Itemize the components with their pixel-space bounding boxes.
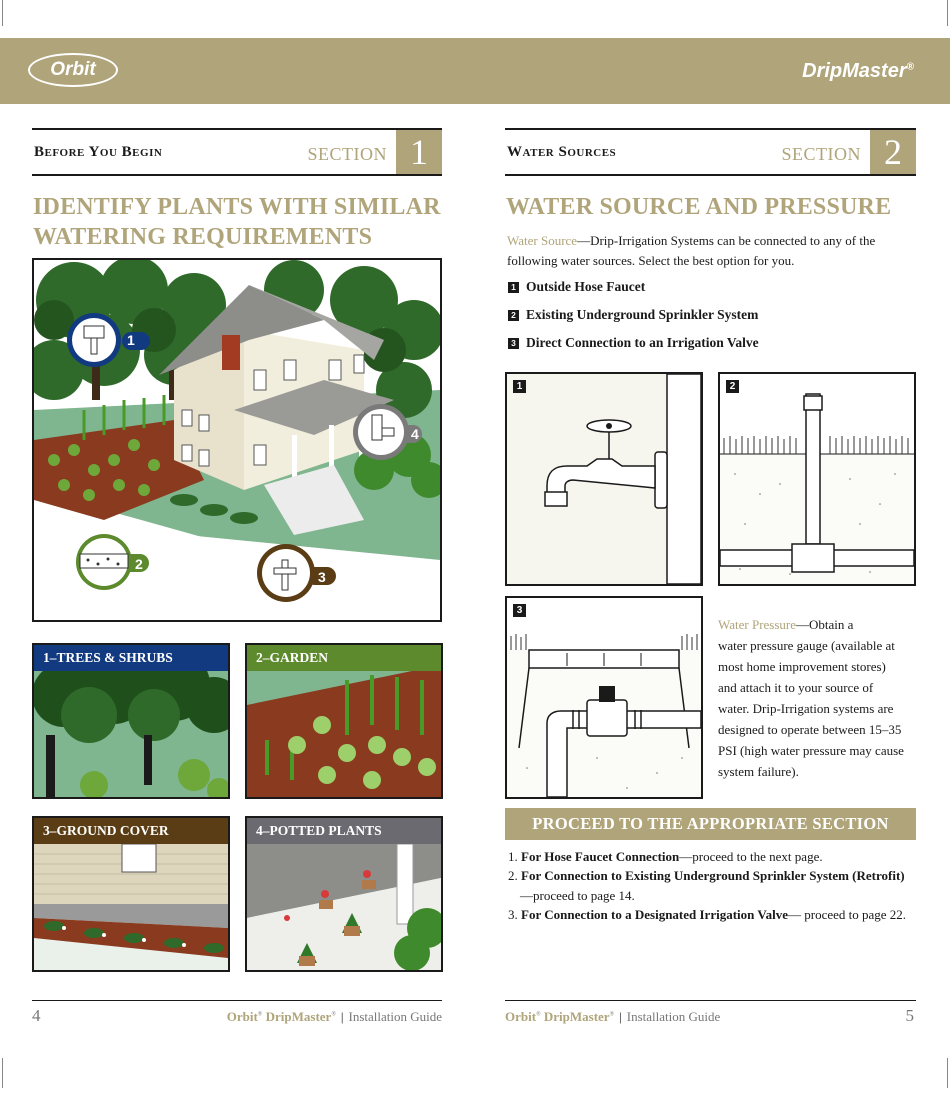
figure-number: 1 [513,380,526,393]
footer-brand: Orbit [226,1009,258,1024]
callout-number: 1 [127,332,135,348]
text-line: PSI (high water pressure may cause [718,743,904,758]
figure-number: 2 [726,380,739,393]
callout-number: 3 [318,569,326,585]
sprinkler-drawing [720,374,914,584]
step-title: For Hose Faucet Connection [521,849,680,864]
option-label: Existing Underground Sprinkler System [526,307,759,322]
footer-reg: ® [257,1011,263,1018]
figure-irrigation-valve [505,596,703,799]
option-item [508,279,645,295]
option-label: Direct Connection to an Irrigation Valve [526,335,759,350]
water-pressure-lead: Water Pressure [718,617,797,632]
option-item [508,307,758,323]
crop-mark [947,0,948,26]
step-text: —proceed to page 14. [520,887,635,903]
header-banner [0,38,950,104]
footer-guide-text: Installation Guide [626,1009,721,1024]
proceed-banner: PROCEED TO THE APPROPRIATE SECTION [505,808,916,840]
brand-text: DripMaster [802,60,907,82]
brand-name [802,60,914,83]
footer-reg: ® [609,1011,615,1018]
page-title-right: WATER SOURCE AND PRESSURE [506,194,892,220]
thumb-trees-shrubs [32,643,230,799]
valve-drawing [507,598,701,797]
text-line: following water sources. Select the best option for you. [507,252,795,268]
footer-product: DripMaster [543,1009,610,1024]
title-line: WATERING REQUIREMENTS [33,224,373,250]
footer-guide-text: Installation Guide [348,1009,442,1024]
step-title: For Connection to Existing Underground Sprinkler System (Retrofit) [521,868,905,884]
thumb-potted-plants [245,816,443,972]
option-item [508,335,759,351]
section-number: 1 [396,130,442,174]
orbit-logo [28,53,118,87]
step-number: 1. [508,849,518,864]
footer-left [32,1000,442,1030]
callout-number: 4 [411,426,419,442]
category-label: 1–TREES & SHRUBS [34,645,228,671]
figure-sprinkler-system [718,372,916,586]
section-word: SECTION [781,144,861,164]
text-line: system failure). [718,764,799,779]
water-source-text [507,231,917,270]
section-header-right [505,128,916,176]
category-label: 3–GROUND COVER [34,818,228,844]
category-label: 2–GARDEN [247,645,441,671]
footer-guide [227,1009,442,1025]
crop-mark [947,1058,948,1088]
footer-reg: ® [331,1011,336,1018]
logo-text: Orbit [50,59,96,80]
step-text: —proceed to the next page. [679,849,823,864]
page-number: 5 [905,1006,914,1025]
crop-mark [2,1058,3,1088]
title-line: IDENTIFY PLANTS WITH SIMILAR [33,194,441,220]
faucet-drawing [507,374,701,584]
page-number: 4 [32,1006,41,1025]
footer-guide [505,1009,720,1025]
proceed-steps [508,847,908,924]
footer-right [505,1000,916,1030]
step-item [508,866,908,905]
page-title-left [33,192,443,252]
text-line: designed to operate between 15–35 [718,722,902,737]
figure-hose-faucet [505,372,703,586]
brand-mark: ® [906,61,914,73]
section-title: Water Sources [507,144,617,160]
step-text: — proceed to page 22. [787,906,907,922]
thumb-garden [245,643,443,799]
section-number: 2 [870,130,916,174]
section-header-left [32,128,442,176]
text-line: —Drip-Irrigation Systems can be connected to any of the [577,233,876,248]
text-line: water pressure gauge (available at [718,638,895,653]
step-item [508,847,908,866]
option-number: 3 [508,338,519,349]
thumb-ground-cover [32,816,230,972]
callout-number: 2 [135,556,143,572]
text-line: and attach it to your source of [718,680,874,695]
option-number: 2 [508,310,519,321]
footer-brand: Orbit [505,1009,537,1024]
text-line: most home improvement stores) [718,659,886,674]
footer-separator: | [340,1009,344,1024]
step-item [508,905,908,924]
category-label: 4–POTTED PLANTS [247,818,441,844]
section-title: Before You Begin [34,144,163,160]
step-title: For Connection to a Designated Irrigation Valve [521,906,788,922]
water-source-lead: Water Source [507,233,578,248]
step-number: 3. [508,906,518,922]
house-illustration [32,258,442,622]
step-number: 2. [508,868,518,884]
figure-number: 3 [513,604,526,617]
crop-mark [2,0,3,26]
footer-product: DripMaster [265,1009,332,1024]
yard-scene [34,260,440,620]
text-line: water. Drip-Irrigation systems are [718,701,894,716]
section-word: SECTION [307,144,387,164]
water-pressure-text [718,614,918,782]
option-number: 1 [508,282,519,293]
option-label: Outside Hose Faucet [526,279,646,294]
text-line: —Obtain a [796,617,854,632]
footer-separator: | [619,1009,622,1024]
footer-reg: ® [536,1011,541,1018]
